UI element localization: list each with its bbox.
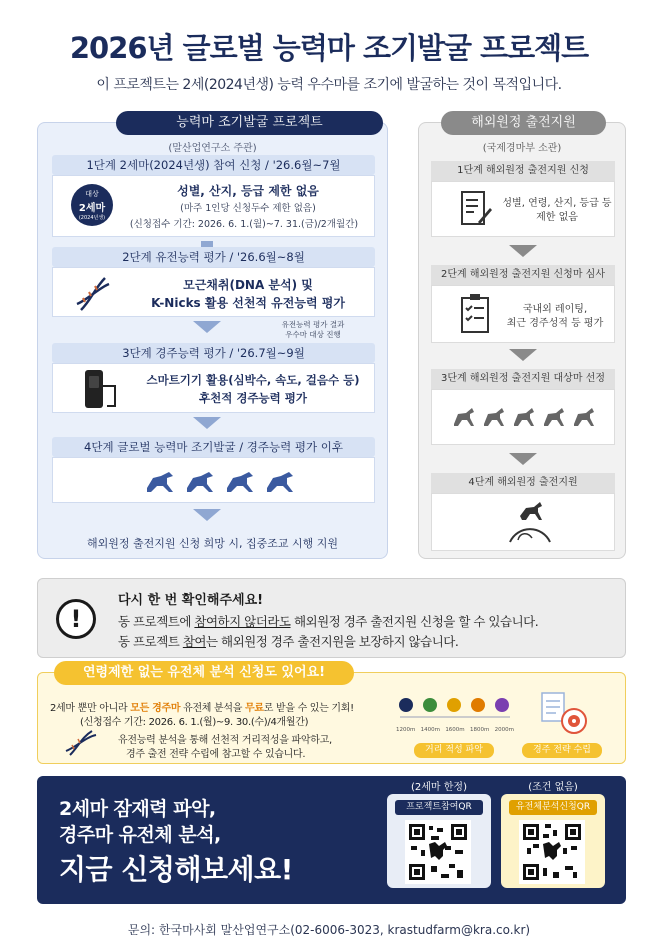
step1-period: (신청접수 기간: 2026. 6. 1.(월)~7. 31.(금)/2개월간) [129, 219, 359, 230]
step1-box [52, 175, 375, 237]
overseas-step3-title: 3단계 해외원정 출전지원 대상마 선정 [431, 369, 615, 389]
document-form-icon [458, 190, 494, 230]
arrow-down-icon [509, 453, 537, 465]
genome-qr-card[interactable] [501, 794, 605, 888]
notice-title: 다시 한 번 확인해주세요! [118, 593, 264, 608]
page-subtitle: 이 프로젝트는 2세(2024년생) 능력 우수마를 조기에 발굴하는 것이 목적입니다. [96, 77, 562, 93]
notice-line1 [118, 612, 538, 630]
qr-code-icon[interactable] [519, 820, 585, 884]
horses-selection-icon [452, 404, 602, 430]
overseas-support-sub: (국제경마부 소관) [482, 143, 562, 154]
step4-title: 4단계 글로벌 능력마 조기발굴 / 경주능력 평가 이후 [52, 437, 375, 457]
badge-small-label: 대상 [85, 190, 99, 198]
page-title: 2026년 글로벌 능력마 조기발굴 프로젝트 [69, 31, 589, 65]
notice-box [37, 578, 626, 658]
project-flow-sub: (말산업연구소 주관) [168, 143, 257, 154]
genome-line1-e: 로 받을 수 있는 기회! [263, 703, 354, 714]
arrow-down-icon [509, 349, 537, 361]
overseas-step1-text1: 성별, 연령, 산지, 등급 등 [502, 198, 612, 209]
genome-header: 연령제한 없는 유전체 분석 신청도 있어요! [54, 661, 354, 685]
notice-line1-a: 동 프로젝트에 [118, 614, 195, 629]
overseas-step4-title: 4단계 해외원정 출전지원 [431, 473, 615, 493]
genome-line4: 경주 출전 전략 수립에 참고할 수 있습니다. [126, 749, 306, 760]
step4-box [52, 457, 375, 503]
overseas-step1-title: 1단계 해외원정 출전지원 신청 [431, 161, 615, 181]
step3-title: 3단계 경주능력 평가 / '26.7월~9월 [52, 343, 375, 363]
arrow-down-icon [193, 321, 221, 333]
genome-line3: 유전능력 분석을 통해 선천적 거리적성을 파악하고, [118, 735, 332, 746]
dna-icon [64, 727, 98, 759]
genome-qr-label: 유전체분석신청QR [509, 800, 597, 815]
qr1-condition: (2세마 한정) [411, 782, 467, 793]
cta-banner [37, 776, 626, 904]
dist-label: 1200m [396, 727, 416, 733]
arrow-down-icon [193, 417, 221, 429]
overseas-support-header: 해외원정 출전지원 [441, 111, 606, 135]
overseas-step2-text2: 최근 경주성적 등 평가 [506, 318, 604, 329]
notice-line1-b: 참여하지 않더라도 [194, 614, 291, 629]
project-flow-header: 능력마 조기발굴 프로젝트 [116, 111, 383, 135]
genome-analysis-box [37, 665, 626, 764]
notice-line2-c: 는 해외원정 경주 출전지원을 보장하지 않습니다. [205, 634, 459, 649]
exclamation-icon: ! [56, 599, 96, 639]
step2-title: 2단계 유전능력 평가 / '26.6월~8월 [52, 247, 375, 267]
notice-line2 [118, 632, 458, 650]
genome-line1-b: 모든 경주마 [130, 703, 181, 714]
overseas-step2-box [431, 285, 615, 343]
genome-line1-d: 무료 [245, 703, 264, 714]
project-qr-card[interactable] [387, 794, 491, 888]
step2-line2: K-Nicks 활용 선천적 유전능력 평가 [151, 296, 345, 310]
overseas-step4-box [431, 493, 615, 551]
overseas-step1-box [431, 181, 615, 237]
distance-markers [396, 695, 514, 739]
chip-race-strategy: 경주 전략 수립 [522, 743, 602, 758]
project-flow-panel [37, 115, 388, 559]
dist-label: 1600m [445, 727, 465, 733]
genome-line1 [50, 699, 354, 714]
distance-labels [396, 727, 514, 733]
overseas-step2-text1: 국내외 레이팅, [522, 304, 588, 315]
contact-info: 문의: 한국마사회 말산업연구소(02-6006-3023, krastudfarm@kra.co.kr) [127, 923, 531, 937]
qr-code-icon[interactable] [405, 820, 471, 884]
dist-label: 2000m [494, 727, 514, 733]
arrow-down-icon [193, 509, 221, 521]
genome-line1-c: 유전체 분석을 [180, 703, 245, 714]
banner-line3: 지금 신청해보세요! [59, 853, 293, 886]
banner-line1: 2세마 잠재력 파악, [59, 798, 216, 820]
step1-title: 1단계 2세마(2024년생) 참여 신청 / '26.6월~7월 [52, 155, 375, 175]
badge-big-label: 2세마 [78, 203, 106, 214]
clipboard-checklist-icon [458, 292, 494, 336]
genome-line2: (신청접수 기간: 2026. 6. 1.(월)~9. 30.(수)/4개월간) [80, 717, 309, 728]
target-badge [71, 184, 113, 226]
chip-distance-aptitude: 거리 적성 파악 [414, 743, 494, 758]
arrow-down-icon [509, 245, 537, 257]
banner-line2: 경주마 유전체 분석, [59, 824, 221, 846]
step3-line1: 스마트기기 활용(심박수, 속도, 걸음수 등) [146, 373, 360, 387]
badge-tiny-label: (2024년생) [78, 215, 106, 221]
racehorses-icon [143, 464, 303, 498]
qr2-condition: (조건 없음) [528, 782, 578, 793]
step2-side-note1: 유전능력 평가 결과 [281, 320, 345, 329]
overseas-step1-text2: 제한 없음 [536, 212, 578, 223]
overseas-step3-box [431, 389, 615, 445]
dist-label: 1800m [469, 727, 490, 733]
smart-device-icon [81, 366, 125, 412]
step1-main: 성별, 산지, 등급 제한 없음 [177, 184, 319, 198]
step3-box [52, 363, 375, 413]
notice-line2-a: 동 프로젝트 [118, 634, 183, 649]
notice-line1-c: 해외원정 경주 출전지원 신청을 할 수 있습니다. [290, 614, 539, 629]
dist-label: 1400m [420, 727, 441, 733]
genome-line1-a: 2세마 뿐만 아니라 [50, 703, 131, 714]
distance-pins-icon [396, 695, 514, 727]
overseas-step2-title: 2단계 해외원정 출전지원 신청마 심사 [431, 265, 615, 285]
notice-line2-b: 참여 [182, 634, 206, 649]
project-footer: 해외원정 출전지원 신청 희망 시, 집중조교 시행 지원 [86, 537, 339, 550]
step2-box [52, 267, 375, 317]
overseas-support-panel [418, 115, 626, 559]
step3-line2: 후천적 경주능력 평가 [199, 391, 307, 405]
step1-note: (마주 1인당 신청두수 제한 없음) [180, 203, 316, 214]
dna-icon [73, 274, 113, 314]
step2-side-note2: 우수마 대상 진행 [285, 330, 341, 339]
project-qr-label: 프로젝트참여QR [395, 800, 483, 815]
globe-horse-icon [506, 500, 554, 546]
strategy-target-icon [536, 689, 592, 737]
step2-line1: 모근채취(DNA 분석) 및 [183, 278, 313, 292]
